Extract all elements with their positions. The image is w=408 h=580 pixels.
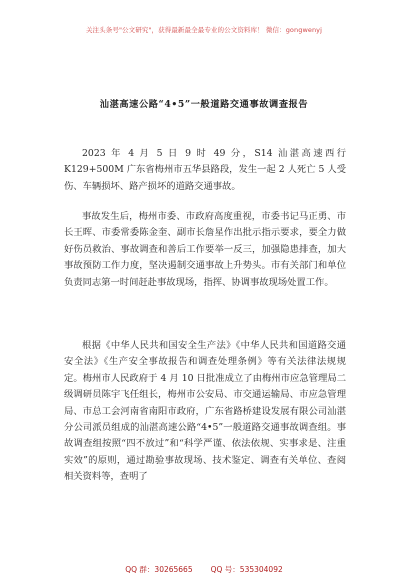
- header-banner: 关注头条号"公文研究"，获得最新最全最专业的公文资料库！ 微信：gongwenyj: [85, 26, 323, 34]
- footer-qq-number: QQ 号：535304092: [210, 565, 283, 574]
- paragraph-government-response: 事故发生后，梅州市委、市政府高度重视，市委书记马正勇、市长王晖、市委常委陈金奎、副市长詹星作出批示指示要求，要全力做好伤员救治、事故调查和善后工作要举一反三，加强隐患排查，加大事故预防工作力度，坚决遏制交通事故上升势头。市有关部门和单位负责同志第一时间赶赴事故现场，指挥、协调事故现场处置工作。: [64, 211, 346, 288]
- paragraph-investigation-basis: 根据《中华人民共和国安全生产法》《中华人民共和国道路交通安全法》《生产安全事故报告和调查处理条例》等有关法律法规规定。梅州市人民政府于 4 月 10 日批准成立了由梅州市应急管理局二级调研员陈宇飞任组长，梅州市公安局、市交通运输局、市应急管理局、市总工会河南省南阳市政府，广东省路桥建设发展有限公司汕湛分公司派员组成的汕湛高速公路“4•5”一般道路交通事故调查组。事故调查组按照“四不放过”和“科学严谨、依法依规、实事求是、注重实效”的原则，通过勘验事故现场、技术鉴定、调查有关单位、查阅相关资料等，查明了: [64, 340, 346, 483]
- paragraph-incident-summary: 2023 年 4 月 5 日 9 时 49 分，S14 汕湛高速西行K129+500M 广东省梅州市五华县路段，发生一起 2 人死亡 5 人受伤、车辆损坏、路产损坏的道路交通事故。: [64, 148, 346, 192]
- document-title: 汕湛高速公路“4•5”一般道路交通事故调查报告: [99, 99, 309, 110]
- footer-qq-group: QQ 群：30265665: [125, 565, 193, 574]
- footer-contact: [0, 564, 408, 575]
